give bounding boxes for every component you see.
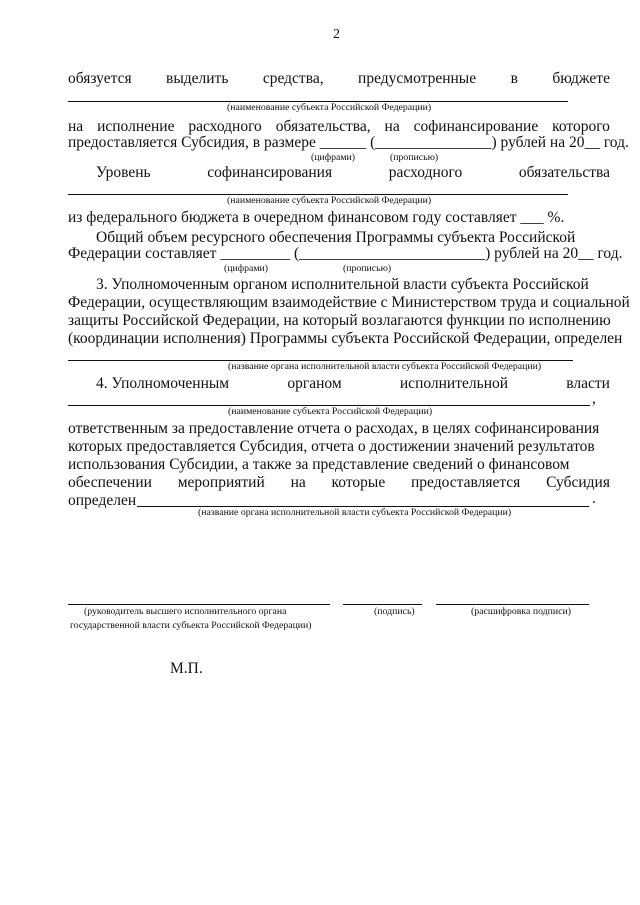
- block3-row1: 3. Уполномоченным органом исполнительной власти субъекта Российской: [96, 276, 589, 293]
- word: власти: [566, 375, 610, 392]
- word: обеспечении: [68, 474, 152, 491]
- signature-decode-line[interactable]: [436, 604, 589, 605]
- word: на: [290, 474, 306, 491]
- word: которого: [552, 118, 610, 135]
- word: предусмотренные: [358, 70, 477, 87]
- head-position-line[interactable]: [68, 604, 330, 605]
- block1-row5: из федерального бюджета в очередном финансовом году составляет ___ %.: [68, 209, 565, 226]
- caption-digits-2: (цифрами): [224, 263, 269, 274]
- caption-sign: (подпись): [374, 606, 415, 617]
- period: .: [592, 490, 596, 507]
- caption-subject-2: (наименование субъекта Российской Федерации): [227, 195, 432, 206]
- block4-row1: [96, 375, 610, 393]
- block4-row6: определен: [68, 492, 137, 509]
- word: которые: [331, 474, 386, 491]
- caption-head-2: государственной власти субъекта Российской Федерации): [70, 620, 312, 631]
- word: софинансирование: [413, 118, 539, 135]
- block4-row2: ответственным за предоставление отчета о расходах, в целях софинансирования: [68, 420, 600, 437]
- caption-subject-3: (наименование субъекта Российской Федерации): [228, 406, 433, 417]
- block1-row3: предоставляется Субсидия, в размере ______ (_______________) рублей на 20__ год.: [68, 134, 629, 151]
- word: предоставляется: [411, 474, 521, 491]
- block1-row1: [68, 70, 610, 88]
- word: в: [510, 70, 518, 87]
- word: мероприятий: [177, 474, 265, 491]
- caption-subject-1: (наименование субъекта Российской Федерации): [227, 102, 432, 113]
- block4-row3: которых предоставляется Субсидия, отчета о достижении значений результатов: [68, 438, 595, 455]
- word: 4. Уполномоченным: [96, 375, 230, 392]
- block2-row2: Федерации составляет _________ (________________________) рублей на 20__ год.: [68, 245, 623, 262]
- caption-body-2: (название органа исполнительной власти субъекта Российской Федерации): [198, 507, 512, 518]
- block2-row1: Общий объем ресурсного обеспечения Программы субъекта Российской: [96, 229, 576, 246]
- block4-row4: использования Субсидии, а также за представление сведений о финансовом: [68, 456, 570, 473]
- block4-row5: [68, 474, 610, 492]
- word: бюджете: [552, 70, 610, 87]
- caption-words-1: (прописью): [390, 152, 439, 163]
- signature-line[interactable]: [343, 604, 422, 605]
- caption-body-1: (название органа исполнительной власти субъекта Российской Федерации): [228, 361, 542, 372]
- page-number: 2: [333, 27, 340, 42]
- caption-words-2: (прописью): [343, 263, 392, 274]
- block3-row2: Федерации, осуществляющим взаимодействие с Министерством труда и социальной: [68, 294, 630, 311]
- word: исполнительной: [399, 375, 509, 392]
- word: Уровень: [96, 164, 151, 181]
- word: исполнение: [97, 118, 175, 135]
- word: на: [384, 118, 400, 135]
- block3-row3: защиты Российской Федерации, на который возлагаются функции по исполнению: [68, 312, 611, 329]
- word: органом: [287, 375, 342, 392]
- caption-head-1: (руководитель высшего исполнительного органа: [84, 606, 287, 617]
- word: расходного: [388, 164, 463, 181]
- word: на: [68, 118, 84, 135]
- word: обязательства,: [275, 118, 371, 135]
- word: обязательства: [518, 164, 610, 181]
- word: средства,: [262, 70, 324, 87]
- word: обязуется: [68, 70, 132, 87]
- word: расходного: [188, 118, 262, 135]
- comma: ,: [592, 390, 596, 407]
- block1-row4: [96, 164, 610, 182]
- caption-digits-1: (цифрами): [311, 152, 356, 163]
- word: выделить: [166, 70, 229, 87]
- stamp-placeholder: М.П.: [170, 660, 203, 677]
- word: софинансирования: [207, 164, 333, 181]
- word: Субсидия: [546, 474, 610, 491]
- block3-row4: (координации исполнения) Программы субъекта Российской Федерации, определен: [68, 330, 623, 347]
- caption-decode: (расшифровка подписи): [471, 606, 572, 617]
